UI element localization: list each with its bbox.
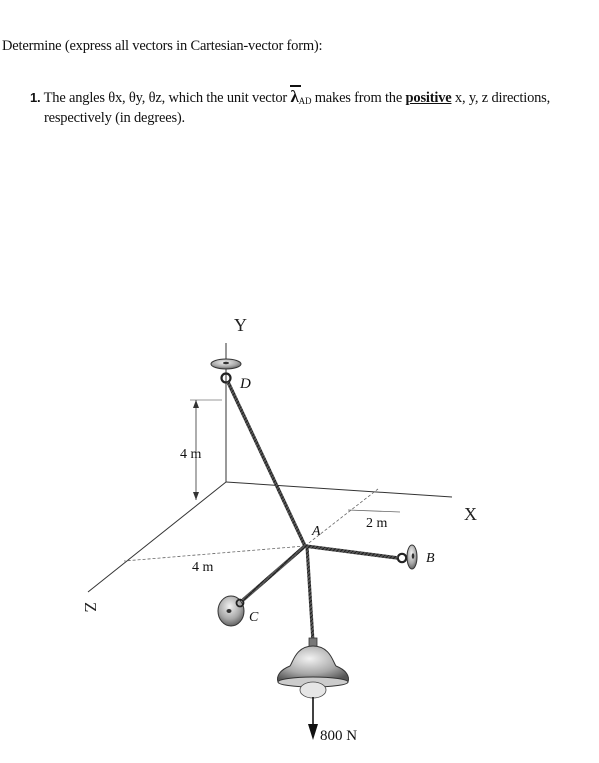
axis-label-y: Y	[234, 315, 247, 335]
wall-plate-b-hole	[412, 553, 415, 559]
height-arrow-bottom	[193, 492, 199, 500]
point-label-b: B	[426, 551, 435, 566]
axis-label-x: X	[464, 504, 477, 524]
cable-ad	[228, 382, 305, 546]
question-line-2: respectively (in degrees).	[44, 110, 185, 126]
intro-instruction: Determine (express all vectors in Cartesian-vector form):	[2, 38, 323, 54]
positive-emphasis: positive	[405, 90, 452, 106]
cable-lamp	[307, 546, 313, 642]
height-arrow-top	[193, 400, 199, 408]
x-axis-line	[226, 482, 452, 497]
question-text-middle: makes from the	[314, 90, 403, 106]
projection-line-z	[124, 546, 305, 561]
dimension-line-x	[348, 510, 400, 512]
z-axis-line	[88, 482, 226, 592]
unit-vector-subscript: AD	[298, 96, 312, 106]
cable-ab	[305, 546, 398, 558]
cable-ac	[243, 546, 305, 600]
point-label-c: C	[249, 610, 259, 625]
eyebolt-b	[398, 554, 406, 562]
load-arrow-head	[308, 724, 318, 740]
question-number: 1.	[30, 90, 41, 105]
point-label-a: A	[312, 524, 321, 539]
unit-vector-symbol: λ	[290, 87, 299, 106]
question-text-after: x, y, z directions,	[454, 90, 551, 106]
load-label: 800 N	[320, 728, 358, 744]
dimension-label-z: 4 m	[192, 560, 214, 575]
axis-label-z: Z	[81, 602, 100, 613]
wall-plate-c-hole	[227, 609, 232, 613]
ceiling-plate-hole	[223, 362, 229, 365]
dimension-label-x: 2 m	[366, 516, 388, 531]
dimension-label-height: 4 m	[180, 447, 202, 462]
lamp-bulb	[300, 682, 326, 698]
question-text-before: The angles θx, θy, θz, which the unit vector	[43, 90, 288, 106]
point-label-d: D	[240, 376, 251, 392]
